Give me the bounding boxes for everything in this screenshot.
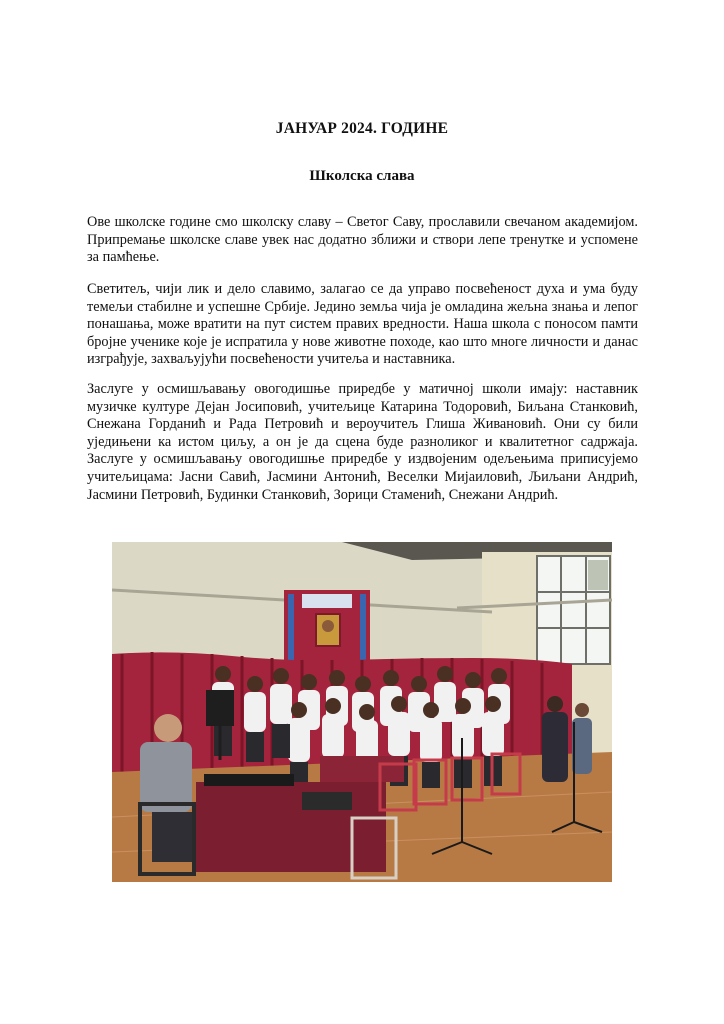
paragraph-credits: Заслуге у осмишљавању овогодишње приредбе у матичној школи имају: наставник музичке културе Дејан Јосиповић, учитељице Катарина Тодоровић, Биљана Станковић, Снежана Горданић и Рада Петровић и вероучитељ Глиша Живановић. Они су били уједињени ка истом циљу, а он је да сцена буде разноликог и квалитетног садржаја. Заслуге у осмишљавању овогодишње приредбе у издвојеним одељењима приписујемо учитељицама: Јасни Савић, Јасмини Антонић, Веселки Мијаиловић, Љиљани Андрић, Јасмини Петровић, Будинки Станковић, Зорици Стаменић, Снежани Андрић. <box>87 381 638 503</box>
paragraph-intro: Ове школске године смо школску славу – Светог Саву, прославили свечаном академијом. Припремање школске славе увек нас додатно зближи и створи лепе тренутке и успомене за памћење. <box>87 214 638 266</box>
page-title: ЈАНУАР 2024. ГОДИНЕ <box>275 120 449 137</box>
event-photo <box>112 542 612 882</box>
section-title: Школска слава <box>309 168 415 184</box>
paragraph-saint: Светитељ, чији лик и дело славимо, залагао се да управо посвећеност духа и ума буду темељи стабилне и успешне Србије. Једино земља чија је омладина жељна знања и лепог понашања, може вратити на пут систем правих вредности. Наша школа с поносом памти бројне ученике које је испратила у нове животне походе, као што многе личности и данас изграђује, захваљујући посвећености учитеља и наставника. <box>87 281 638 368</box>
window <box>537 556 610 664</box>
